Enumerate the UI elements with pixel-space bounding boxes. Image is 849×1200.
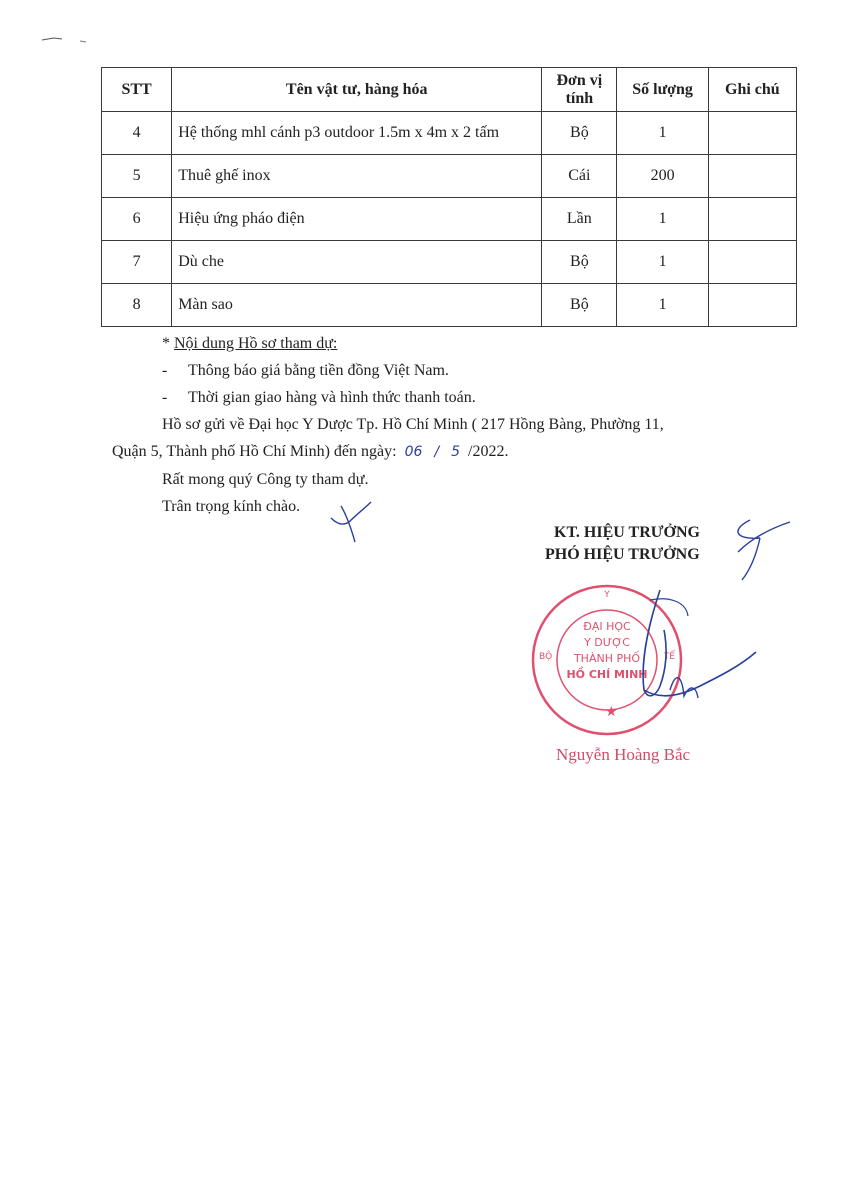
cell-qty: 1 <box>617 284 708 327</box>
address-line-2-prefix: Quận 5, Thành phố Hồ Chí Minh) đến ngày: <box>112 443 397 460</box>
cell-note <box>708 198 796 241</box>
bullet-text: Thời gian giao hàng và hình thức thanh toán. <box>188 389 476 406</box>
header-unit-line1: Đơn vị <box>556 71 603 89</box>
cell-stt: 6 <box>102 198 172 241</box>
cell-name: Màn sao <box>172 284 542 327</box>
bullet-item: - Thời gian giao hàng và hình thức thanh toán. <box>162 389 476 406</box>
seal-line-1: ĐẠI HỌC <box>583 620 631 633</box>
seal-line-4: HỒ CHÍ MINH <box>566 668 648 681</box>
date-separator: / <box>434 444 440 460</box>
letter-body <box>112 330 772 520</box>
table-row <box>102 198 797 241</box>
star-marker: * <box>162 335 170 352</box>
closing-line-1: Rất mong quý Công ty tham dự. <box>162 471 369 488</box>
seal-right-text: TẾ <box>663 652 675 662</box>
cell-name: Thuê ghế inox <box>172 155 542 198</box>
cell-note <box>708 155 796 198</box>
handwritten-signature <box>610 500 810 740</box>
header-unit-line2: tính <box>565 89 594 107</box>
content-heading-line <box>112 330 772 357</box>
cell-note <box>708 284 796 327</box>
closing-line-2: Trân trọng kính chào. <box>162 498 301 515</box>
cell-unit: Bộ <box>542 241 617 284</box>
address-line-2 <box>112 438 772 466</box>
seal-line-3: THÀNH PHỐ <box>573 652 641 665</box>
cell-name: Dù che <box>172 241 542 284</box>
cell-note <box>708 241 796 284</box>
table-row <box>102 241 797 284</box>
bullet-item: - Thông báo giá bằng tiền đồng Việt Nam. <box>162 362 449 379</box>
cell-note <box>708 112 796 155</box>
cell-qty: 1 <box>617 112 708 155</box>
cell-qty: 200 <box>617 155 708 198</box>
table-header-row <box>102 68 797 112</box>
initial-mark <box>327 498 375 544</box>
table-row <box>102 155 797 198</box>
date-day: 06 <box>404 444 423 460</box>
cell-name: Hệ thống mhl cánh p3 outdoor 1.5m x 4m x 2 tấm <box>172 112 542 155</box>
table-row <box>102 112 797 155</box>
bullet-text: Thông báo giá bằng tiền đồng Việt Nam. <box>188 362 449 379</box>
cell-unit: Cái <box>542 155 617 198</box>
header-name: Tên vật tư, hàng hóa <box>172 68 542 112</box>
header-stt: STT <box>102 68 172 112</box>
address-line-1: Hồ sơ gửi về Đại học Y Dược Tp. Hồ Chí Minh ( 217 Hồng Bàng, Phường 11, <box>162 416 664 433</box>
cell-qty: 1 <box>617 198 708 241</box>
signer-name: Nguyễn Hoàng Bắc <box>556 745 691 764</box>
cell-unit: Bộ <box>542 112 617 155</box>
cell-unit: Lần <box>542 198 617 241</box>
header-note: Ghi chú <box>708 68 796 112</box>
cell-name: Hiệu ứng pháo điện <box>172 198 542 241</box>
date-month: 5 <box>451 444 461 460</box>
cell-stt: 7 <box>102 241 172 284</box>
header-unit <box>542 68 617 112</box>
content-heading: Nội dung Hồ sơ tham dự: <box>174 335 338 352</box>
signature-title-2: PHÓ HIỆU TRƯỞNG <box>545 546 700 563</box>
svg-text:★: ★ <box>605 704 618 720</box>
cell-unit: Bộ <box>542 284 617 327</box>
seal-left-text: BỘ <box>539 652 553 662</box>
cell-stt: 5 <box>102 155 172 198</box>
items-table <box>101 67 797 327</box>
header-qty: Số lượng <box>617 68 708 112</box>
cell-stt: 4 <box>102 112 172 155</box>
table-row <box>102 284 797 327</box>
cell-qty: 1 <box>617 241 708 284</box>
seal-line-2: Y DƯỢC <box>584 636 630 649</box>
signature-title-1: KT. HIỆU TRƯỞNG <box>554 524 700 541</box>
seal-top-text: Y <box>604 590 610 600</box>
date-year: /2022. <box>468 443 509 460</box>
scan-mark <box>40 34 90 44</box>
cell-stt: 8 <box>102 284 172 327</box>
